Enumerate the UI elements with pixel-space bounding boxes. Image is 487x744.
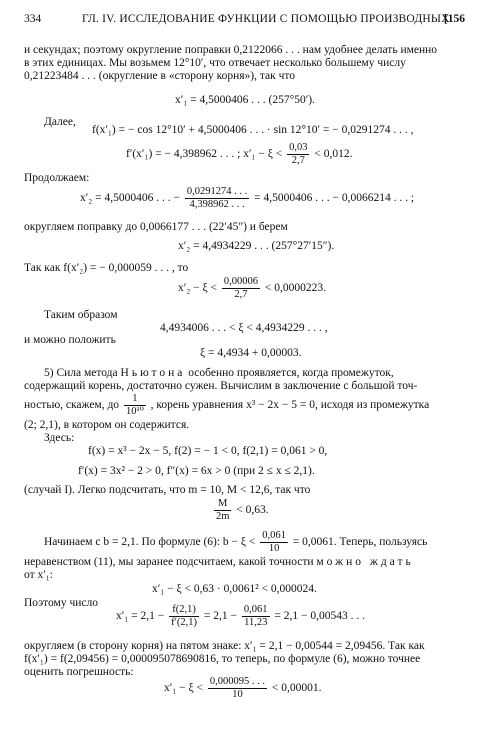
text-part: , корень уравнения x³ − 2x − 5 = 0, исходя из промежутка [150, 399, 430, 412]
fraction [124, 393, 146, 418]
fraction [260, 530, 288, 555]
text-line: f(x′₁) = f(2,09456) = 0,000095078690816, то теперь, по формуле (6), можно точнее [24, 653, 421, 665]
text-line [24, 393, 464, 418]
equation-part: = 4,5000406 . . . − 0,0066214 . . . ; [254, 192, 415, 205]
text-line: в этих единицах. Мы возьмем 12°10′, что отвечает несколько большему числу [24, 57, 406, 69]
equation-part: < 0,0000223. [264, 282, 326, 295]
spaced-name: Ньютона [120, 367, 186, 379]
spaced-text: можно ждать [316, 556, 414, 568]
equation [126, 142, 352, 167]
equation: f′(x) = 3x² − 2 > 0, f″(x) = 6x > 0 (при 2 ≤ x ≤ 2,1). [78, 465, 315, 477]
text-part: особенно проявляется, когда промежуток, [188, 367, 394, 379]
numerator: 1 [132, 393, 138, 404]
text-line: Так как f(x′₂) = − 0,000059 . . . , то [24, 262, 189, 274]
text-line: округляем (в сторону корня) на пятом знаке: x′₁ = 2,1 − 0,00544 = 2,09456. Так как [24, 640, 425, 652]
equation-part: = 2,1 − [203, 610, 238, 623]
text-line: Таким образом [44, 309, 118, 321]
running-header [24, 13, 465, 31]
fraction [287, 142, 309, 167]
text-part: = 0,0061. Теперь, пользуясь [292, 536, 428, 549]
equation [164, 676, 322, 701]
text-line: округляем поправку до 0,0066177 . . . (22′45″) и берем [24, 221, 288, 233]
section-number: [156 [443, 13, 465, 25]
numerator: f(2,1) [172, 604, 196, 615]
text-line: 0,21223484 . . . (округление в «сторону корня»), так что [24, 70, 296, 82]
equation-part: < 0,00001. [271, 682, 322, 695]
text-line: Продолжаем: [24, 172, 90, 184]
text-line [44, 367, 484, 380]
equation-part: f′(x′₁) = − 4,398962 . . . ; x′₁ − ξ < [126, 148, 283, 161]
numerator: 0,0291274 . . . [186, 186, 248, 197]
equation [178, 276, 326, 301]
denominator: 2,7 [222, 288, 260, 301]
equation: x′₁ − ξ < 0,63 · 0,0061² < 0,000024. [152, 583, 317, 595]
equation-part: < 0,63. [236, 504, 269, 517]
text-line [24, 556, 464, 569]
equation-part: x′₁ = 2,1 − [116, 610, 165, 623]
fraction [169, 604, 199, 629]
text-line [44, 530, 484, 555]
equation: f(x′₁) = − cos 12°10′ + 4,5000406 . . . · sin 12°10′ = − 0,0291274 . . . , [92, 124, 414, 136]
numerator: 0,03 [289, 142, 308, 153]
text-part: неравенством (11), мы заранее подсчитаем, какой точности [24, 556, 314, 568]
text-part: Начинаем с b = 2,1. По формуле (6): b − ξ < [44, 536, 256, 549]
equation: x′₂ = 4,4934229 . . . (257°27′15″). [178, 240, 335, 252]
text-line: и секундах; поэтому округление поправки 0,2122066 . . . нам удобнее делать именно [24, 44, 438, 56]
equation [116, 604, 365, 629]
numerator: 0,000095 . . . [209, 676, 265, 687]
text-line: содержащий корень, достаточно сужен. Вычислим в заключение с большой точ- [24, 380, 418, 392]
equation-part: x′₂ = 4,5000406 . . . − [80, 192, 180, 205]
text-line: Далее, [44, 116, 76, 128]
fraction [208, 676, 267, 701]
denominator: 10¹⁰ [125, 406, 144, 417]
fraction [222, 276, 260, 301]
equation [80, 186, 414, 211]
numerator: 0,061 [262, 530, 286, 541]
fraction [185, 186, 249, 211]
running-title: ГЛ. IV. ИССЛЕДОВАНИЕ ФУНКЦИИ С ПОМОЩЬЮ ПРОИЗВОДНЫХ [82, 13, 450, 25]
text-line: Здесь: [44, 432, 75, 444]
denominator: 10 [208, 688, 267, 701]
denominator: f′(2,1) [171, 617, 198, 628]
equation-part: x′₁ − ξ < [164, 682, 203, 695]
text-line: Поэтому число [24, 597, 98, 609]
fraction [242, 604, 270, 629]
equation: ξ = 4,4934 + 0,00003. [200, 347, 302, 359]
text-line: и можно положить [24, 334, 116, 346]
denominator: 2,7 [287, 154, 309, 167]
denominator: 2m [216, 511, 230, 522]
text-line: (2; 2,1), в котором он содержится. [24, 419, 190, 431]
equation [212, 498, 269, 523]
numerator: 0,061 [243, 604, 268, 615]
denominator: 4,398962 . . . [185, 198, 249, 211]
text-part: 5) Сила метода [44, 367, 118, 379]
equation: f(x) = x³ − 2x − 5, f(2) = − 1 < 0, f(2,1) = 0,061 > 0, [88, 445, 328, 457]
page-number: 334 [24, 13, 42, 25]
equation: 4,4934006 . . . < ξ < 4,4934229 . . . , [160, 322, 328, 334]
text-part: ностью, скажем, до [24, 399, 120, 412]
equation-part: = 2,1 − 0,00543 . . . [274, 610, 366, 623]
equation-part: x′₂ − ξ < [178, 282, 217, 295]
fraction [214, 498, 231, 523]
equation: x′₁ = 4,5000406 . . . (257°50′). [175, 94, 315, 106]
numerator: 0,00006 [223, 276, 258, 287]
text-line: от x′₁: [24, 569, 53, 581]
numerator: M [218, 498, 228, 509]
text-line: (случай I). Легко подсчитать, что m = 10, M < 12,6, так что [24, 484, 311, 496]
denominator: 10 [260, 542, 288, 555]
equation-part: < 0,012. [314, 148, 353, 161]
text-line: оценить погрешность: [24, 666, 134, 678]
denominator: 11,23 [242, 616, 270, 629]
